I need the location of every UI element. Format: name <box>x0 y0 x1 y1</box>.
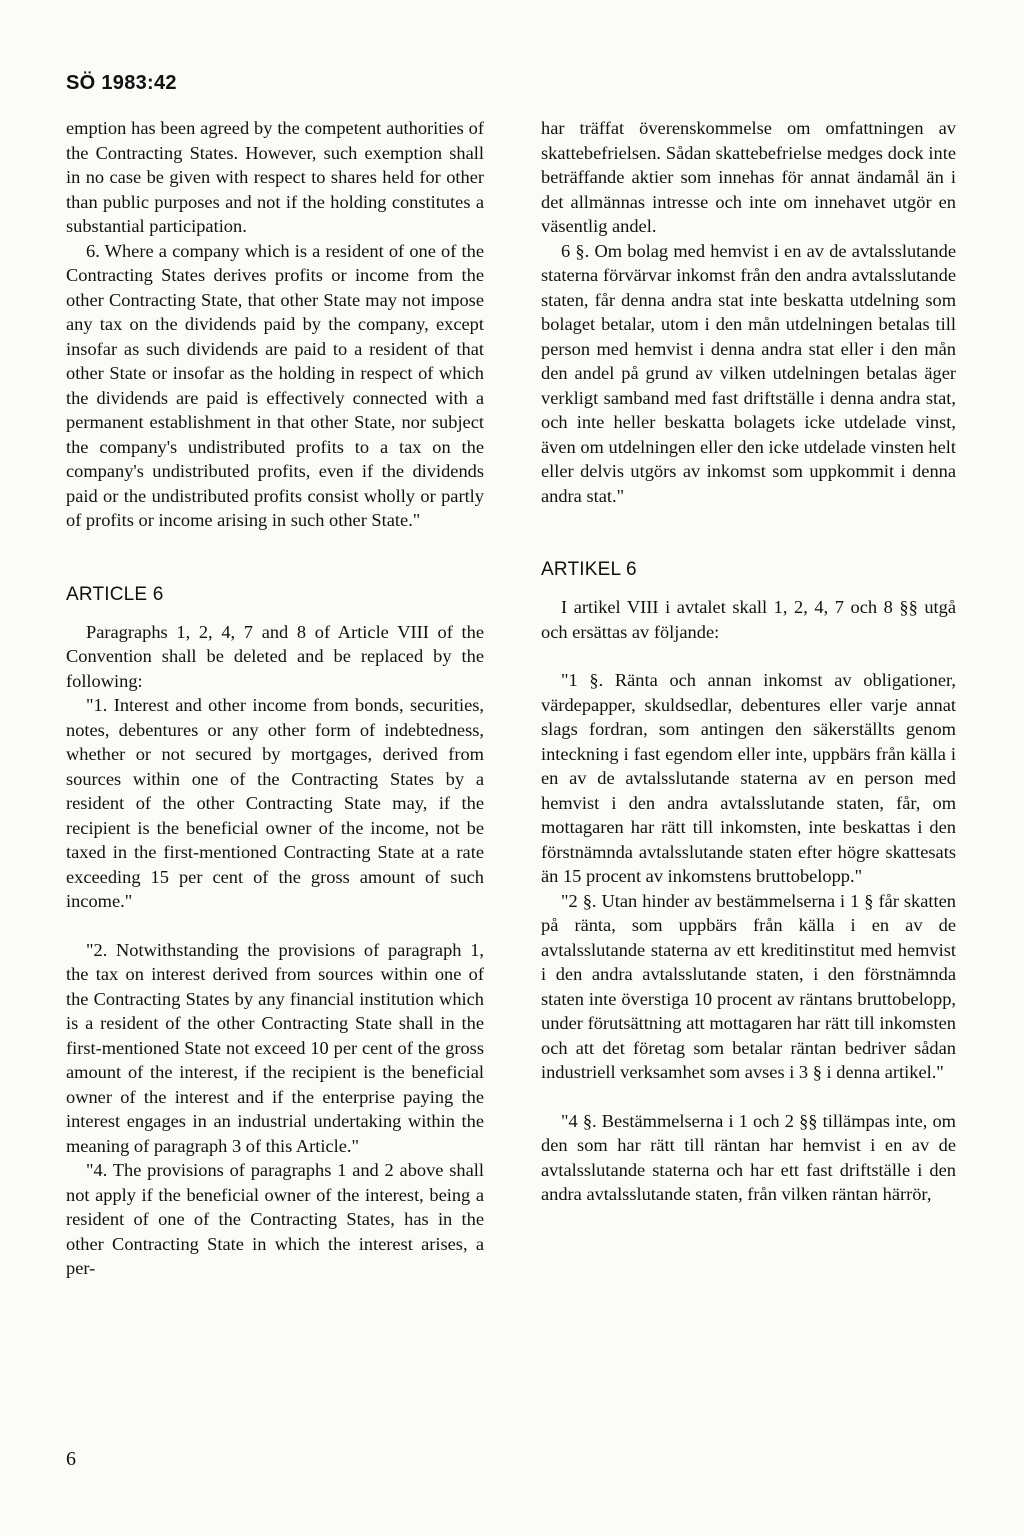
paragraph-1: "1 §. Ränta och annan inkomst av obligationer, värdepapper, skuldsedlar, debentures eller varje annat slags fordran, som antingen den säkerställts genom inteckning i fast egendom eller inte, uppbärs från källa i en av de avtalsslutande staterna av en person med hemvist i den andra avtalsslutande staten, får, om mottagaren har rätt till inkomsten, inte beskattas i den förstnämnda avtalsslutande staten efter högre skattesats än 15 procent av inkomstens bruttobelopp." <box>541 670 956 886</box>
article-heading: ARTICLE 6 <box>66 583 164 605</box>
document-reference: SÖ 1983:42 <box>66 72 177 94</box>
article-heading: ARTIKEL 6 <box>541 559 637 580</box>
paragraph-6: 6. Where a company which is a resident of one of the Contracting States derives profits or income from the other Contracting State, that other State may not impose any tax on the dividends paid by the company, except insofar as such dividends are paid to a resident of that other State or insofar as the holding in respect of which the dividends are paid is effectively connected with a permanent establishment in that other State, nor subject the company's undistributed profits to a tax on the company's undistributed profits, even if the dividends paid or the undistributed profits consist wholly or partly of profits or income arising in such other State." <box>66 240 484 530</box>
paragraph-6: 6 §. Om bolag med hemvist i en av de avtalsslutande staterna förvärvar inkomst från den andra avtalsslutande staten, får denna andra stat inte beskatta utdelning som bolaget betalar, utom i den mån utdelningen betalas till person med hemvist i denna andra stat eller i den mån den andel på grund av vilken utdelningen betalas äger verkligt samband med fast driftställe i denna andra stat, och inte heller beskatta bolagets icke utdelade vinst, även om utdelningen eller den icke utdelade vinsten helt eller delvis utgörs av inkomst som uppkommit i denna andra stat." <box>541 240 956 506</box>
english-column <box>66 116 484 1281</box>
page-number: 6 <box>66 1448 76 1470</box>
paragraph-1: "1. Interest and other income from bonds, securities, notes, debentures or any other form of indebtedness, whether or not secured by mortgages, derived from sources within one of the Contracting States by a resident of the other Contracting State may, if the recipient is the beneficial owner of the income, not be taxed in the first-mentioned Contracting State at a rate exceeding 15 per cent of the gross amount of such income." <box>66 695 484 911</box>
article-intro: Paragraphs 1, 2, 4, 7 and 8 of Article VIII of the Convention shall be deleted and be replaced by the following: <box>66 621 484 691</box>
paragraph-continuation: emption has been agreed by the competent authorities of the Contracting States. However, such exemption shall in no case be given with respect to shares held for other than public purposes and not if the holding constitutes a substantial participation. <box>66 118 484 236</box>
paragraph-2: "2. Notwithstanding the provisions of paragraph 1, the tax on interest derived from sources within one of the Contracting States by any financial institution which is a resident of the other Contracting State shall in the first-mentioned State not exceed 10 per cent of the gross amount of the interest, if the recipient is the beneficial owner of the interest and if the enterprise paying the interest engages in an industrial undertaking within the meaning of paragraph 3 of this Article." <box>66 939 484 1156</box>
swedish-column <box>541 116 956 1207</box>
paragraph-continuation: har träffat överenskommelse om omfattningen av skattebefrielsen. Sådan skattebefrielse medges dock inte beträffande aktier som innehas för annat ändamål än i det allmännas intresse och inte om innehavet utgör en väsentlig andel. <box>541 118 956 236</box>
article-intro: I artikel VIII i avtalet skall 1, 2, 4, 7 och 8 §§ utgå och ersättas av följande: <box>541 597 956 642</box>
paragraph-4: "4 §. Bestämmelserna i 1 och 2 §§ tillämpas inte, om den som har rätt till räntan har hemvist i en av de avtalsslutande staterna och har ett fast driftställe i den andra avtalsslutande staten, från vilken räntan härrör, <box>541 1110 956 1204</box>
paragraph-4: "4. The provisions of paragraphs 1 and 2 above shall not apply if the beneficial owner of the interest, being a resident of one of the Contracting States, has in the other Contracting State in which the interest arises, a per- <box>66 1160 484 1278</box>
paragraph-2: "2 §. Utan hinder av bestämmelserna i 1 § får skatten på ränta, som uppbärs från källa i en av de avtalsslutande staterna av ett kreditinstitut med hemvist i den andra avtalsslutande staten, i den förstnämnda staten inte överstiga 10 procent av räntans bruttobelopp, under förutsättning att mottagaren har rätt till inkomsten och att det företag som betalar räntan bedriver sådan industriell verksamhet som avses i 3 § i denna artikel." <box>541 890 956 1082</box>
